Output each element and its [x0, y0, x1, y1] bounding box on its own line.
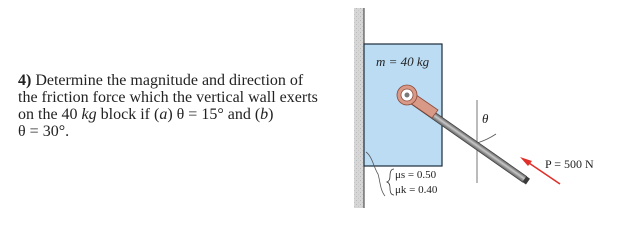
- mu-brace: [387, 169, 394, 195]
- problem-line-2: the friction force which the vertical wall exerts: [18, 89, 318, 106]
- problem-case-b: b: [260, 106, 269, 123]
- problem-unit-kg: kg: [81, 106, 97, 123]
- wall: [354, 8, 364, 208]
- theta-label: θ: [482, 111, 489, 126]
- problem-line-4: θ = 30°.: [18, 123, 70, 140]
- problem-text-3c: ) θ = 15° and (: [167, 106, 261, 123]
- force-label: P = 500 N: [545, 157, 594, 171]
- problem-text-3a: on the 40: [18, 106, 82, 123]
- problem-text-3b: block if (: [96, 106, 160, 123]
- problem-number: 4): [18, 72, 32, 89]
- problem-text-3d: ): [268, 106, 274, 123]
- problem-text-1: Determine the magnitude and direction of: [35, 72, 304, 89]
- theta-arc: [477, 134, 496, 143]
- mu-s-label: μs = 0.50: [395, 169, 437, 181]
- mass-label: m = 40 kg: [376, 54, 430, 69]
- mu-k-label: μk = 0.40: [395, 184, 438, 196]
- problem-case-a: a: [159, 106, 168, 123]
